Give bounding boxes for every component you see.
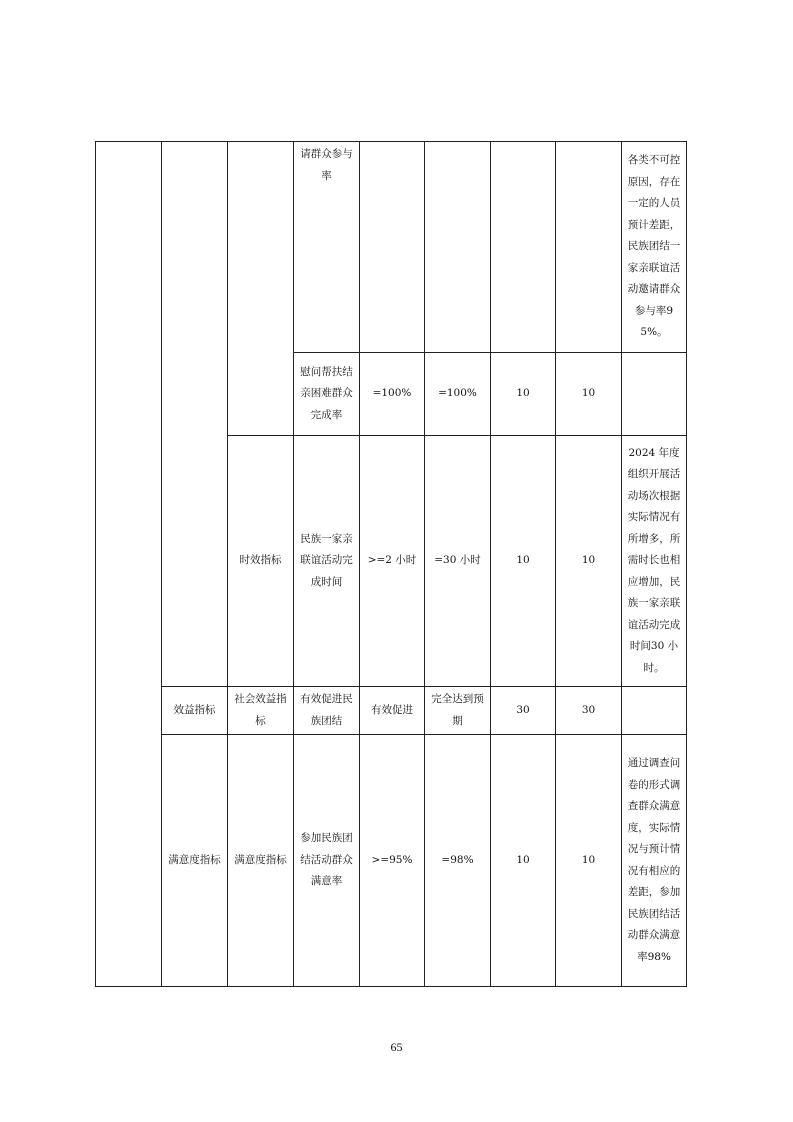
target-cell: =100% [360, 353, 425, 436]
level2-cell: 时效指标 [228, 436, 294, 687]
indicator-cell: 慰问帮扶结亲困难群众完成率 [294, 353, 360, 436]
weight-cell [491, 142, 556, 353]
actual-cell: =100% [425, 353, 491, 436]
remark-cell [622, 687, 687, 735]
target-cell [360, 142, 425, 353]
remark-cell [622, 353, 687, 436]
table-row [96, 687, 687, 735]
remark-cell: 2024 年度组织开展活动场次根据实际情况有所增多，所需时长也相应增加，民族一家亲联谊活动完成时间30 小时。 [622, 436, 687, 687]
actual-cell: =98% [425, 735, 491, 987]
level1-cell: 效益指标 [162, 687, 228, 735]
performance-table [95, 141, 687, 987]
indicator-cell: 参加民族团结活动群众满意率 [294, 735, 360, 987]
score-cell: 10 [556, 436, 622, 687]
weight-cell: 30 [491, 687, 556, 735]
remark-cell: 通过调查问卷的形式调查群众满意度，实际情况与预计情况有相应的差距，参加民族团结活动群众满意率98% [622, 735, 687, 987]
actual-cell: =30 小时 [425, 436, 491, 687]
score-cell: 30 [556, 687, 622, 735]
weight-cell: 10 [491, 735, 556, 987]
target-cell: >=95% [360, 735, 425, 987]
indicator-cell: 请群众参与率 [294, 142, 360, 353]
actual-cell [425, 142, 491, 353]
score-cell [556, 142, 622, 353]
table-row [96, 735, 687, 987]
weight-cell: 10 [491, 353, 556, 436]
target-cell: >=2 小时 [360, 436, 425, 687]
weight-cell: 10 [491, 436, 556, 687]
target-cell: 有效促进 [360, 687, 425, 735]
project-cell [96, 142, 162, 987]
indicator-cell: 民族一家亲联谊活动完成时间 [294, 436, 360, 687]
score-cell: 10 [556, 735, 622, 987]
level1-cell [162, 142, 228, 687]
indicator-cell: 有效促进民族团结 [294, 687, 360, 735]
score-cell: 10 [556, 353, 622, 436]
actual-cell: 完全达到预期 [425, 687, 491, 735]
level2-cell: 满意度指标 [228, 735, 294, 987]
level1-cell: 满意度指标 [162, 735, 228, 987]
page-number: 65 [390, 1040, 403, 1054]
level2-cell [228, 142, 294, 436]
remark-cell: 各类不可控原因，存在一定的人员预计差距，民族团结一家亲联谊活动邀请群众参与率95%。 [622, 142, 687, 353]
level2-cell: 社会效益指标 [228, 687, 294, 735]
table-row [96, 142, 687, 353]
